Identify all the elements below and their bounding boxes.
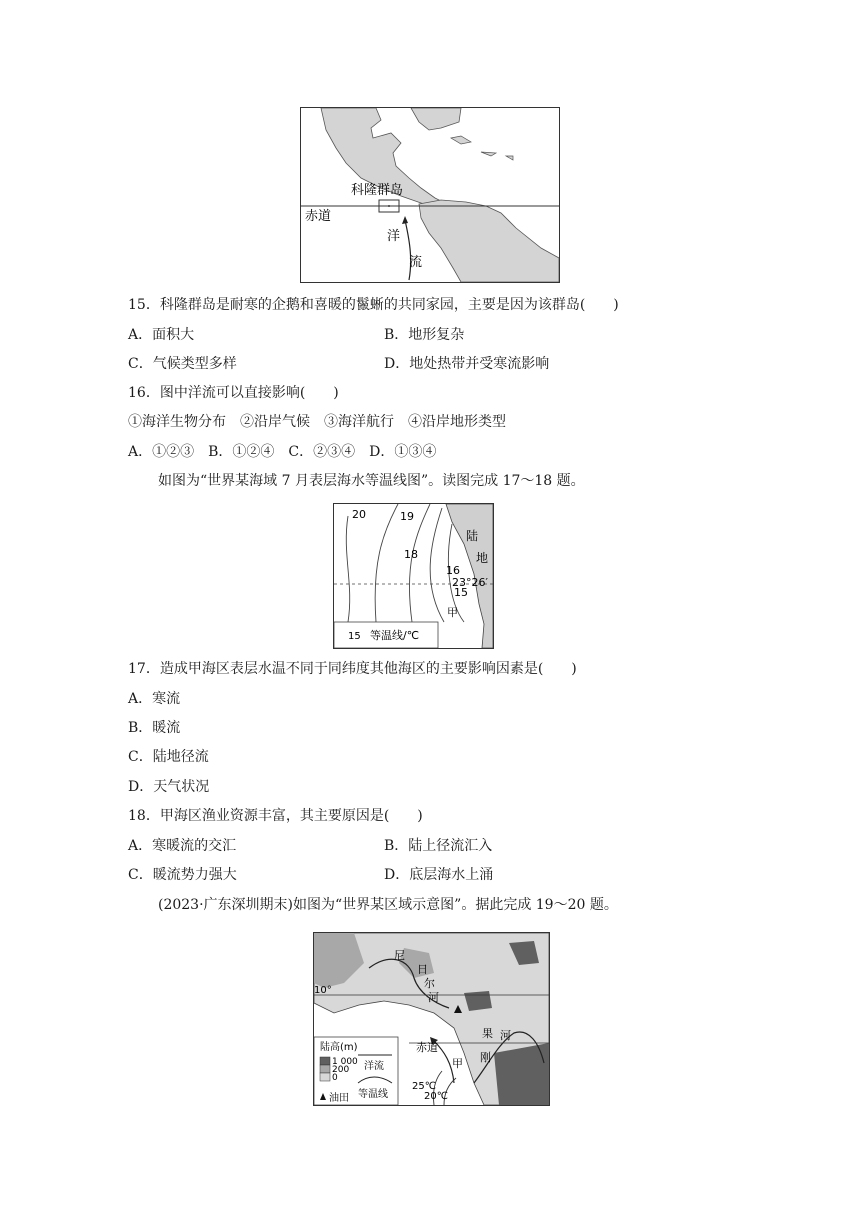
label-10deg: 10°: [314, 985, 332, 996]
galapagos-map-svg: [301, 108, 559, 282]
iso-label-18: 18: [404, 548, 418, 561]
label-current-1: 洋: [387, 229, 401, 244]
legend-level-0: 0: [332, 1073, 338, 1083]
question-15-stem: 15．科隆群岛是耐寒的企鹅和喜暖的鬣蜥的共同家园，主要是因为该群岛( ): [128, 297, 619, 313]
label-latitude: 23°26′: [452, 576, 488, 589]
label-jia-africa: 甲: [452, 1057, 463, 1070]
q17-option-a: A．寒流: [128, 691, 181, 707]
legend-iso-label: 等温线/℃: [370, 629, 420, 642]
legend-oil-text: 油田: [329, 1093, 349, 1104]
legend-level-200: 200: [332, 1065, 350, 1075]
question-16-options: A．①②③ B．①②④ C．②③④ D．①③④: [128, 444, 437, 460]
q18-option-b: B．陆上径流汇入: [384, 838, 493, 854]
legend-title: 陆高(m): [320, 1042, 358, 1053]
label-20c: 20℃: [424, 1091, 448, 1102]
label-current-2: 流: [409, 255, 423, 270]
legend-swatch-mid: [320, 1065, 330, 1073]
label-gang: 刚: [480, 1051, 491, 1064]
isotherm-19: [375, 504, 398, 622]
q15-option-a: A．面积大: [128, 327, 195, 343]
intro-17-18: 如图为“世界某海域 7 月表层海水等温线图”。读图完成 17～18 题。: [158, 473, 585, 489]
label-jia: 甲: [447, 606, 458, 619]
q17-option-c: C．陆地径流: [128, 749, 209, 765]
legend-level-1000: 1 000: [332, 1057, 358, 1067]
q15-option-d: D．地处热带并受寒流影响: [384, 356, 550, 372]
figure-isotherm-map: [333, 503, 494, 649]
q18-option-a: A．寒暖流的交汇: [128, 838, 237, 854]
intro-19-20: (2023·广东深圳期末)如图为“世界某区域示意图”。据此完成 19～20 题。: [158, 897, 618, 913]
q17-option-b: B．暖流: [128, 720, 181, 736]
label-land-2: 地: [476, 551, 489, 565]
iso-label-16: 16: [446, 564, 460, 577]
figure-africa-region-map: [313, 932, 550, 1106]
label-land-1: 陆: [466, 529, 479, 543]
land-high-center: [464, 991, 492, 1011]
q18-option-c: C．暖流势力强大: [128, 867, 237, 883]
q18-option-d: D．底层海水上涌: [384, 867, 494, 883]
africa-map-svg: [314, 933, 549, 1105]
label-guo: 果: [482, 1027, 493, 1040]
legend-swatch-low: [320, 1073, 330, 1081]
legend-iso-number: 15: [348, 631, 361, 642]
label-ni: 尼: [394, 949, 405, 962]
legend-swatch-high: [320, 1057, 330, 1065]
isotherm-20: [346, 516, 349, 622]
q17-option-d: D．天气状况: [128, 779, 210, 795]
label-equator: 赤道: [305, 209, 332, 224]
figure-galapagos-map: [300, 107, 560, 283]
iso-label-19: 19: [400, 510, 414, 523]
q15-option-c: C．气候类型多样: [128, 356, 237, 372]
question-17-stem: 17．造成甲海区表层水温不同于同纬度其他海区的主要影响因素是( ): [128, 661, 577, 677]
iso-label-15: 15: [454, 586, 468, 599]
label-ri: 日: [417, 963, 428, 976]
question-16-stem: 16．图中洋流可以直接影响( ): [128, 385, 339, 401]
legend-current-text: 洋流: [364, 1061, 384, 1072]
isotherm-16: [430, 508, 444, 622]
label-he1: 河: [428, 991, 439, 1004]
iso-label-20: 20: [352, 508, 366, 521]
label-he2: 河: [500, 1029, 511, 1042]
legend-iso-text: 等温线: [358, 1089, 388, 1100]
question-16-items: ①海洋生物分布 ②沿岸气候 ③海洋航行 ④沿岸地形类型: [128, 414, 506, 430]
label-galapagos: 科隆群岛: [351, 183, 404, 198]
label-25c: 25℃: [412, 1081, 436, 1092]
label-equator-africa: 赤道: [416, 1041, 438, 1054]
question-18-stem: 18．甲海区渔业资源丰富，其主要原因是( ): [128, 808, 423, 824]
q15-option-b: B．地形复杂: [384, 327, 465, 343]
isotherm-map-svg: [334, 504, 493, 648]
label-er: 尔: [424, 977, 435, 990]
